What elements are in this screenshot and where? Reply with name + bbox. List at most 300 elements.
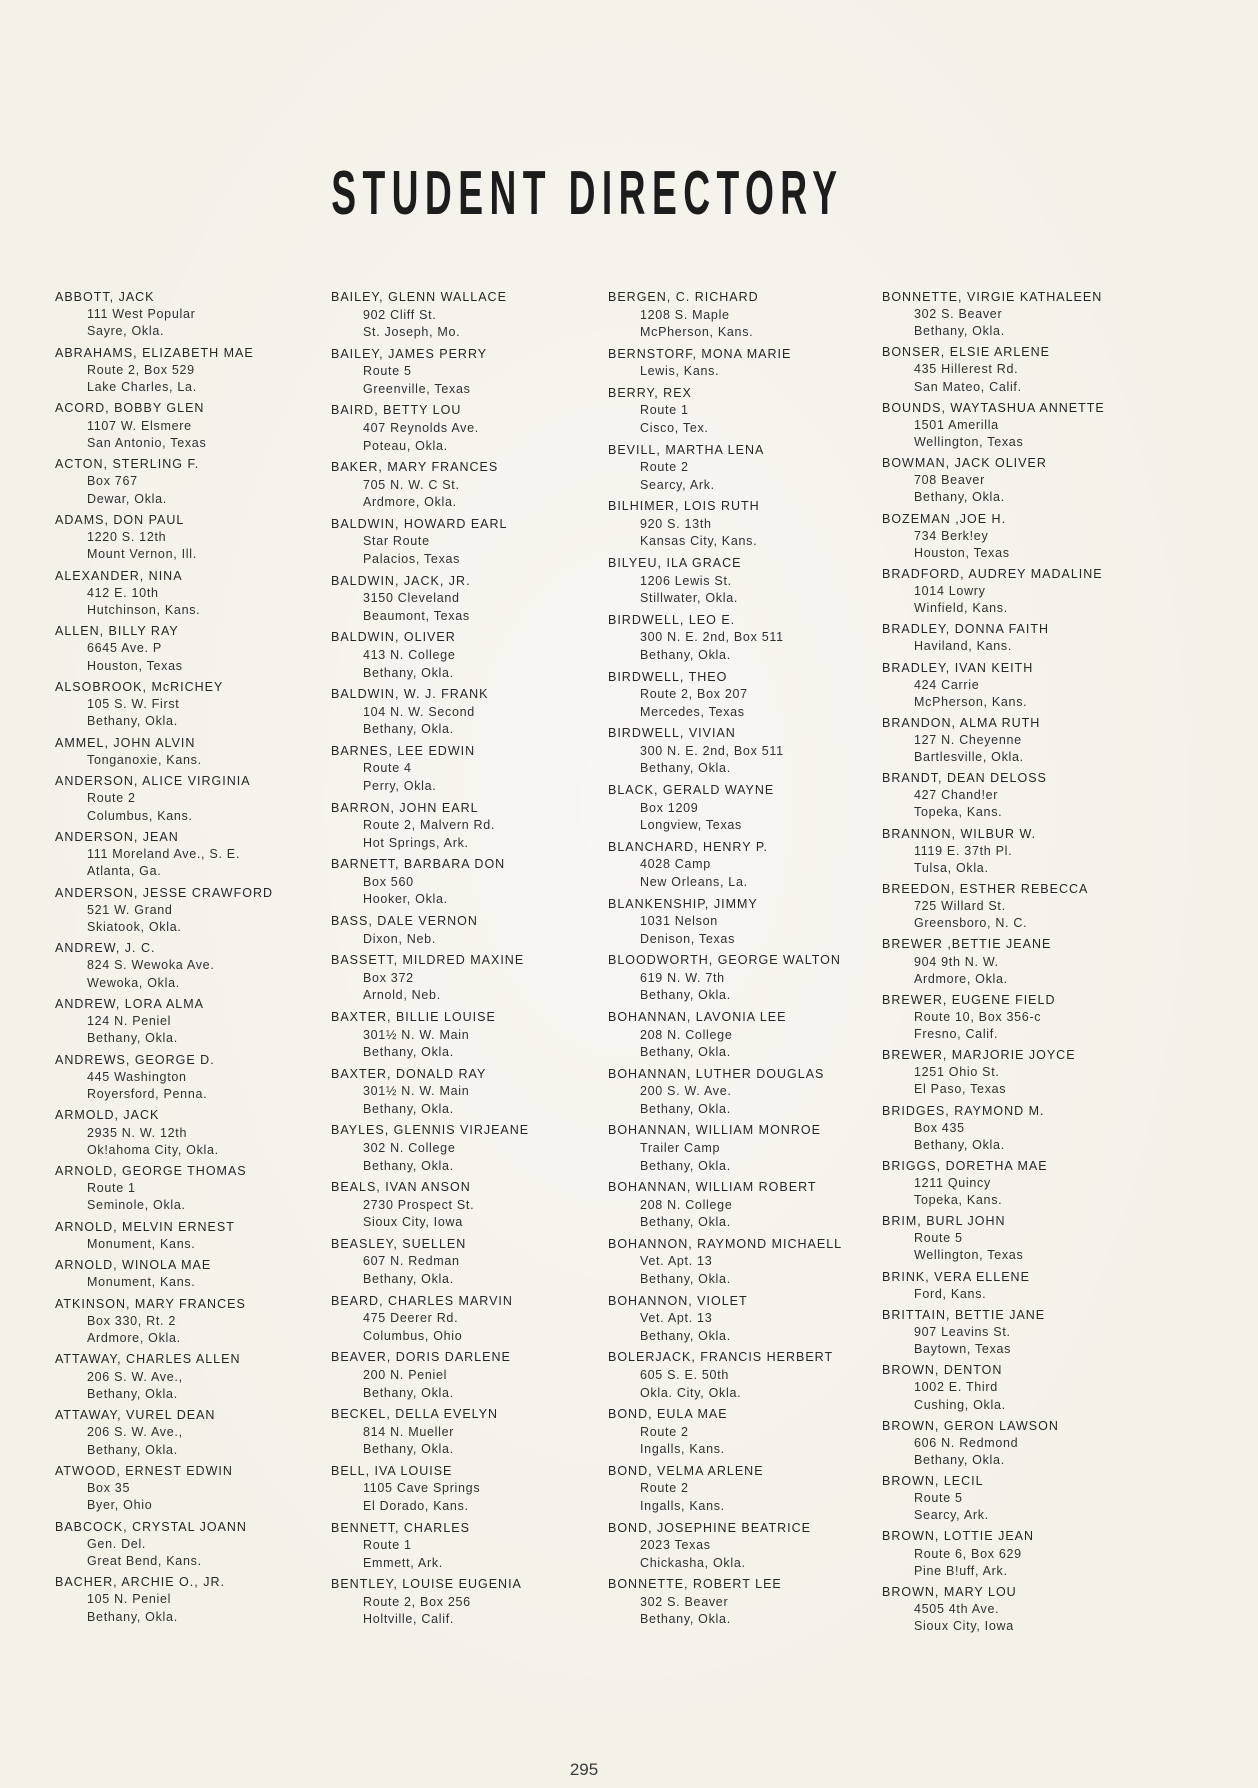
student-name: BELL, IVA LOUISE — [331, 1463, 453, 1478]
address-line: Wellington, Texas — [914, 1248, 1024, 1263]
address-line: 705 N. W. C St. — [363, 477, 460, 492]
directory-entry — [331, 952, 601, 1005]
student-name: BEALS, IVAN ANSON — [331, 1180, 471, 1195]
directory-entry — [55, 940, 325, 992]
student-name: ADAMS, DON PAUL — [55, 512, 185, 527]
address-line: 1501 Amerilla — [914, 417, 999, 432]
address-line: Trailer Camp — [640, 1141, 721, 1156]
student-name: BREWER ,BETTIE JEANE — [882, 937, 1052, 952]
student-name: BRIDGES, RAYMOND M. — [882, 1103, 1045, 1118]
address-line: Monument, Kans. — [87, 1236, 196, 1251]
directory-entry — [882, 621, 1152, 655]
directory-entry — [608, 896, 878, 949]
address-line: Columbus, Ohio — [363, 1328, 463, 1343]
student-name: BILYEU, ILA GRACE — [608, 556, 742, 571]
student-name: BACHER, ARCHIE O., JR. — [55, 1575, 225, 1590]
student-name: BECKEL, DELLA EVELYN — [331, 1407, 499, 1422]
address-line: 104 N. W. Second — [363, 704, 475, 719]
address-line: Mercedes, Texas — [640, 704, 745, 719]
address-line: Winfield, Kans. — [914, 601, 1008, 616]
student-name: BAILEY, GLENN WALLACE — [331, 290, 507, 304]
student-name: BIRDWELL, LEO E. — [608, 612, 736, 627]
address-line: 124 N. Peniel — [87, 1014, 172, 1029]
student-name: ALEXANDER, NINA — [55, 568, 183, 583]
directory-entry — [882, 826, 1152, 877]
directory-entry — [55, 1296, 325, 1348]
address-line: Topeka, Kans. — [914, 1193, 1003, 1208]
address-line: 4028 Camp — [640, 857, 711, 872]
student-name: BRITTAIN, BETTIE JANE — [882, 1307, 1046, 1322]
student-name: BRANNON, WILBUR W. — [882, 826, 1037, 841]
directory-entry — [331, 913, 601, 948]
student-name: ATKINSON, MARY FRANCES — [55, 1296, 246, 1311]
address-line: Bethany, Okla. — [363, 1385, 454, 1400]
directory-entry — [55, 773, 325, 825]
address-line: Dixon, Neb. — [363, 931, 437, 946]
directory-entry — [882, 511, 1152, 562]
address-line: 412 E. 10th — [87, 585, 159, 600]
student-name: ATTAWAY, VUREL DEAN — [55, 1408, 216, 1423]
directory-entry — [882, 1158, 1152, 1209]
address-line: Route 5 — [363, 364, 412, 379]
directory-entry — [608, 346, 878, 381]
directory-entry — [608, 1066, 878, 1119]
student-name: ANDERSON, JEAN — [55, 829, 179, 844]
address-line: 445 Washington — [87, 1069, 187, 1084]
address-line: Holtville, Calif. — [363, 1612, 455, 1627]
directory-entry — [608, 442, 878, 495]
student-name: ACORD, BOBBY GLEN — [55, 401, 205, 416]
student-name: ACTON, STERLING F. — [55, 457, 200, 472]
address-line: Bethany, Okla. — [640, 1328, 731, 1343]
directory-column-1 — [55, 289, 325, 1630]
address-line: McPherson, Kans. — [640, 325, 754, 340]
directory-entry — [55, 1463, 325, 1515]
address-line: 301½ N. W. Main — [363, 1027, 470, 1042]
student-name: BEARD, CHARLES MARVIN — [331, 1293, 513, 1308]
address-line: 708 Beaver — [914, 473, 985, 488]
directory-entry — [882, 289, 1152, 340]
directory-entry — [882, 344, 1152, 395]
address-line: Bethany, Okla. — [363, 1272, 454, 1287]
student-name: ATWOOD, ERNEST EDWIN — [55, 1463, 233, 1478]
address-line: Ingalls, Kans. — [640, 1498, 725, 1513]
address-line: Ingalls, Kans. — [640, 1442, 725, 1457]
directory-entry — [608, 1576, 878, 1629]
directory-entry — [331, 289, 601, 342]
address-line: Denison, Texas — [640, 931, 736, 946]
directory-entry — [608, 952, 878, 1005]
student-name: BERNSTORF, MONA MARIE — [608, 346, 792, 361]
address-line: Greenville, Texas — [363, 381, 471, 396]
address-line: Box 767 — [87, 474, 138, 489]
address-line: 920 S. 13th — [640, 516, 712, 531]
address-line: 1014 Lowry — [914, 583, 986, 598]
directory-entry — [608, 1236, 878, 1289]
directory-entry — [55, 456, 325, 508]
address-line: Sayre, Okla. — [87, 324, 165, 339]
directory-entry — [882, 1584, 1152, 1635]
directory-entry — [882, 1047, 1152, 1098]
address-line: Bethany, Okla. — [914, 1137, 1005, 1152]
address-line: Bethany, Okla. — [363, 722, 454, 737]
page-title — [0, 159, 1168, 228]
directory-entry — [331, 1520, 601, 1573]
address-line: Hot Springs, Ark. — [363, 835, 469, 850]
student-name: BLOODWORTH, GEORGE WALTON — [608, 953, 841, 968]
address-line: Bethany, Okla. — [363, 1045, 454, 1060]
address-line: Cisco, Tex. — [640, 421, 709, 436]
address-line: 111 Moreland Ave., S. E. — [87, 847, 240, 862]
address-line: Bethany, Okla. — [640, 1215, 731, 1230]
directory-entry — [55, 512, 325, 564]
student-name: BERRY, REX — [608, 385, 692, 400]
address-line: Mount Vernon, Ill. — [87, 547, 197, 562]
address-line: Ardmore, Okla. — [87, 1331, 181, 1346]
directory-entry — [882, 1473, 1152, 1524]
directory-entry — [331, 800, 601, 853]
address-line: 127 N. Cheyenne — [914, 733, 1022, 747]
directory-entry — [331, 346, 601, 399]
address-line: Palacios, Texas — [363, 552, 461, 567]
address-line: Sioux City, Iowa — [363, 1215, 463, 1230]
directory-entry — [882, 881, 1152, 932]
address-line: Topeka, Kans. — [914, 805, 1003, 820]
student-name: BERGEN, C. RICHARD — [608, 290, 759, 304]
address-line: Bethany, Okla. — [640, 1272, 731, 1287]
student-name: ATTAWAY, CHARLES ALLEN — [55, 1352, 241, 1367]
student-name: BRADLEY, IVAN KEITH — [882, 660, 1034, 675]
directory-entry — [55, 1107, 325, 1159]
directory-entry — [331, 743, 601, 796]
directory-entry — [882, 1213, 1152, 1264]
address-line: Star Route — [363, 534, 430, 549]
directory-entry — [55, 679, 325, 731]
student-name: BENTLEY, LOUISE EUGENIA — [331, 1577, 522, 1592]
directory-entry — [331, 1179, 601, 1232]
address-line: Wewoka, Okla. — [87, 975, 180, 990]
student-name: BOND, VELMA ARLENE — [608, 1463, 764, 1478]
directory-entry — [882, 1307, 1152, 1358]
directory-entry — [55, 1574, 325, 1626]
address-line: Bethany, Okla. — [87, 1031, 178, 1046]
address-line: Box 1209 — [640, 800, 699, 815]
student-name: BREWER, EUGENE FIELD — [882, 992, 1056, 1007]
directory-entry — [882, 1269, 1152, 1303]
address-line: 111 West Popular — [87, 307, 196, 322]
address-line: Route 5 — [914, 1231, 963, 1246]
directory-entry — [882, 1528, 1152, 1579]
student-name: BALDWIN, OLIVER — [331, 630, 456, 645]
student-name: BABCOCK, CRYSTAL JOANN — [55, 1519, 247, 1534]
address-line: Beaumont, Texas — [363, 608, 470, 623]
directory-entry — [882, 455, 1152, 506]
directory-entry — [608, 498, 878, 551]
address-line: Emmett, Ark. — [363, 1555, 443, 1570]
address-line: Cushing, Okla. — [914, 1397, 1006, 1412]
address-line: 902 Cliff St. — [363, 307, 437, 322]
address-line: 301½ N. W. Main — [363, 1084, 470, 1099]
student-name: BOHANNON, VIOLET — [608, 1293, 748, 1308]
address-line: Perry, Okla. — [363, 778, 437, 793]
address-line: 606 N. Redmond — [914, 1435, 1019, 1450]
student-name: ABBOTT, JACK — [55, 290, 155, 304]
directory-entry — [882, 1362, 1152, 1413]
address-line: 907 Leavins St. — [914, 1325, 1011, 1340]
address-line: Houston, Texas — [914, 545, 1010, 560]
directory-entry — [331, 402, 601, 455]
address-line: San Antonio, Texas — [87, 435, 207, 450]
directory-entry — [331, 1576, 601, 1629]
directory-entry — [331, 1349, 601, 1402]
student-name: BARNETT, BARBARA DON — [331, 857, 506, 872]
address-line: Route 2, Box 207 — [640, 687, 748, 702]
address-line: Bethany, Okla. — [640, 988, 731, 1003]
student-name: BIRDWELL, THEO — [608, 669, 728, 684]
address-line: 413 N. College — [363, 647, 456, 662]
address-line: 1206 Lewis St. — [640, 573, 732, 588]
directory-entry — [608, 1520, 878, 1573]
directory-entry — [608, 1406, 878, 1459]
address-line: Route 2, Box 529 — [87, 362, 195, 377]
address-line: Route 4 — [363, 761, 412, 776]
student-name: BAYLES, GLENNIS VIRJEANE — [331, 1123, 530, 1138]
address-line: Bethany, Okla. — [363, 665, 454, 680]
directory-entry — [608, 289, 878, 342]
address-line: Bethany, Okla. — [87, 714, 178, 729]
page-title-text: STUDENT DIRECTORY — [331, 159, 844, 228]
directory-entry — [331, 1122, 601, 1175]
address-line: Bethany, Okla. — [914, 490, 1005, 505]
address-line: Box 560 — [363, 874, 414, 889]
student-name: BLACK, GERALD WAYNE — [608, 783, 775, 798]
address-line: Greensboro, N. C. — [914, 916, 1028, 931]
student-name: BEVILL, MARTHA LENA — [608, 442, 765, 457]
address-line: 1211 Quincy — [914, 1176, 991, 1190]
student-name: BOWMAN, JACK OLIVER — [882, 456, 1047, 471]
directory-entry — [882, 715, 1152, 766]
address-line: Houston, Texas — [87, 658, 183, 673]
address-line: Route 1 — [87, 1181, 136, 1196]
student-name: BOND, JOSEPHINE BEATRICE — [608, 1520, 811, 1535]
student-name: BLANKENSHIP, JIMMY — [608, 896, 758, 911]
directory-entry — [608, 555, 878, 608]
address-line: Searcy, Ark. — [914, 1508, 989, 1523]
student-name: BOND, EULA MAE — [608, 1407, 728, 1422]
directory-entry — [55, 1219, 325, 1253]
address-line: Lewis, Kans. — [640, 364, 720, 379]
student-name: ABRAHAMS, ELIZABETH MAE — [55, 345, 254, 360]
student-name: ARMOLD, JACK — [55, 1108, 160, 1123]
address-line: 1220 S. 12th — [87, 530, 167, 545]
student-name: BRIM, BURL JOHN — [882, 1214, 1006, 1229]
address-line: Ardmore, Okla. — [914, 971, 1008, 986]
address-line: 208 N. College — [640, 1027, 733, 1042]
directory-entry — [608, 1293, 878, 1346]
directory-entry — [882, 400, 1152, 451]
student-name: ANDREW, J. C. — [55, 941, 156, 956]
student-name: BENNETT, CHARLES — [331, 1520, 470, 1535]
student-name: ANDERSON, JESSE CRAWFORD — [55, 885, 274, 900]
address-line: 1119 E. 37th Pl. — [914, 843, 1013, 858]
directory-column-2 — [331, 289, 601, 1633]
address-line: Bethany, Okla. — [640, 1045, 731, 1060]
directory-entry — [882, 770, 1152, 821]
student-name: BRINK, VERA ELLENE — [882, 1269, 1030, 1284]
address-line: 200 S. W. Ave. — [640, 1084, 732, 1099]
student-name: BEASLEY, SUELLEN — [331, 1236, 467, 1251]
directory-entry — [331, 1066, 601, 1119]
student-name: ANDERSON, ALICE VIRGINIA — [55, 774, 251, 789]
student-name: BAILEY, JAMES PERRY — [331, 346, 488, 361]
address-line: Searcy, Ark. — [640, 477, 715, 492]
address-line: 6645 Ave. P — [87, 641, 162, 656]
student-name: BOHANNON, RAYMOND MICHAELL — [608, 1236, 843, 1251]
address-line: Okla. City, Okla. — [640, 1385, 742, 1400]
address-line: Bethany, Okla. — [363, 1442, 454, 1457]
address-line: Box 435 — [914, 1120, 965, 1135]
student-name: BARRON, JOHN EARL — [331, 800, 479, 815]
student-name: BAXTER, DONALD RAY — [331, 1066, 487, 1081]
directory-entry — [608, 839, 878, 892]
student-name: BRIGGS, DORETHA MAE — [882, 1158, 1048, 1173]
directory-entry — [331, 629, 601, 682]
address-line: 300 N. E. 2nd, Box 511 — [640, 630, 784, 645]
directory-entry — [331, 573, 601, 626]
address-line: Route 2 — [87, 791, 136, 806]
address-line: New Orleans, La. — [640, 874, 748, 889]
address-line: 200 N. Peniel — [363, 1367, 448, 1382]
address-line: 521 W. Grand — [87, 902, 173, 917]
address-line: 904 9th N. W. — [914, 954, 999, 969]
directory-entry — [55, 829, 325, 881]
address-line: Wellington, Texas — [914, 434, 1024, 449]
address-line: Dewar, Okla. — [87, 491, 167, 506]
student-name: AMMEL, JOHN ALVIN — [55, 735, 196, 750]
address-line: Seminole, Okla. — [87, 1198, 186, 1213]
address-line: Vet. Apt. 13 — [640, 1311, 713, 1326]
student-name: BALDWIN, W. J. FRANK — [331, 687, 489, 702]
address-line: 1107 W. Elsmere — [87, 418, 192, 433]
student-name: BREEDON, ESTHER REBECCA — [882, 882, 1089, 897]
address-line: Route 2, Malvern Rd. — [363, 818, 496, 833]
address-line: 302 S. Beaver — [914, 307, 1003, 322]
address-line: Route 2 — [640, 1481, 689, 1496]
student-name: BILHIMER, LOIS RUTH — [608, 499, 760, 514]
address-line: 105 S. W. First — [87, 697, 180, 712]
student-name: BARNES, LEE EDWIN — [331, 743, 476, 758]
student-name: BOHANNAN, LUTHER DOUGLAS — [608, 1066, 825, 1081]
address-line: Route 2 — [640, 460, 689, 475]
directory-entry — [331, 856, 601, 909]
directory-entry — [882, 1418, 1152, 1469]
directory-entry — [55, 1052, 325, 1104]
student-name: BROWN, LOTTIE JEAN — [882, 1529, 1035, 1544]
directory-entry — [608, 385, 878, 438]
student-name: ANDREWS, GEORGE D. — [55, 1052, 215, 1067]
address-line: Bethany, Okla. — [87, 1609, 178, 1624]
address-line: Ok!ahoma City, Okla. — [87, 1142, 219, 1157]
address-line: 208 N. College — [640, 1197, 733, 1212]
address-line: 300 N. E. 2nd, Box 511 — [640, 743, 784, 758]
directory-entry — [55, 1407, 325, 1459]
directory-entry — [331, 459, 601, 512]
directory-entry — [608, 1009, 878, 1062]
address-line: 206 S. W. Ave., — [87, 1369, 183, 1384]
student-name: BRANDON, ALMA RUTH — [882, 715, 1041, 730]
student-name: ARNOLD, WINOLA MAE — [55, 1258, 212, 1273]
directory-entry — [608, 612, 878, 665]
address-line: Bethany, Okla. — [640, 647, 731, 662]
student-name: ANDREW, LORA ALMA — [55, 996, 204, 1011]
directory-entry — [882, 936, 1152, 987]
address-line: Tonganoxie, Kans. — [87, 752, 202, 767]
directory-entry — [608, 1349, 878, 1402]
address-line: 206 S. W. Ave., — [87, 1425, 183, 1440]
student-name: BONNETTE, ROBERT LEE — [608, 1577, 782, 1592]
student-name: BREWER, MARJORIE JOYCE — [882, 1048, 1076, 1063]
address-line: Chickasha, Okla. — [640, 1555, 746, 1570]
address-line: Bethany, Okla. — [363, 1101, 454, 1116]
directory-entry — [55, 735, 325, 769]
address-line: Skiatook, Okla. — [87, 919, 182, 934]
address-line: 427 Chand!er — [914, 788, 999, 803]
address-line: Route 2, Box 256 — [363, 1594, 471, 1609]
address-line: 475 Deerer Rd. — [363, 1311, 459, 1326]
address-line: Ardmore, Okla. — [363, 495, 457, 510]
address-line: Atlanta, Ga. — [87, 864, 162, 879]
directory-entry — [882, 992, 1152, 1043]
address-line: 607 N. Redman — [363, 1254, 460, 1269]
address-line: Byer, Ohio — [87, 1498, 153, 1513]
address-line: Bethany, Okla. — [640, 1612, 731, 1627]
student-name: BOUNDS, WAYTASHUA ANNETTE — [882, 400, 1105, 415]
student-name: BALDWIN, JACK, JR. — [331, 573, 471, 588]
directory-entry — [608, 725, 878, 778]
address-line: 1251 Ohio St. — [914, 1065, 1000, 1080]
address-line: Bethany, Okla. — [87, 1442, 178, 1457]
address-line: 302 S. Beaver — [640, 1594, 729, 1609]
student-name: BROWN, GERON LAWSON — [882, 1418, 1059, 1433]
address-line: Ford, Kans. — [914, 1286, 987, 1301]
directory-entry — [331, 1406, 601, 1459]
student-name: BIRDWELL, VIVIAN — [608, 726, 736, 741]
directory-entry — [331, 1236, 601, 1289]
directory-entry — [882, 660, 1152, 711]
directory-entry — [608, 669, 878, 722]
address-line: Route 6, Box 629 — [914, 1546, 1022, 1561]
address-line: 2935 N. W. 12th — [87, 1125, 188, 1140]
student-name: BAIRD, BETTY LOU — [331, 403, 462, 418]
address-line: Bethany, Okla. — [640, 761, 731, 776]
student-name: BROWN, LECIL — [882, 1474, 984, 1489]
address-line: Baytown, Texas — [914, 1342, 1012, 1357]
address-line: Bethany, Okla. — [363, 1158, 454, 1173]
directory-entry — [331, 1009, 601, 1062]
directory-entry — [55, 289, 325, 341]
page-number: 295 — [569, 1760, 599, 1779]
address-line: Kansas City, Kans. — [640, 534, 758, 549]
address-line: 725 Willard St. — [914, 899, 1006, 914]
directory-entry — [55, 1163, 325, 1215]
address-line: Columbus, Kans. — [87, 808, 193, 823]
directory-entry — [55, 1519, 325, 1571]
address-line: Bethany, Okla. — [640, 1158, 731, 1173]
address-line: 302 N. College — [363, 1141, 456, 1156]
address-line: El Paso, Texas — [914, 1082, 1007, 1097]
directory-entry — [331, 1293, 601, 1346]
address-line: Great Bend, Kans. — [87, 1553, 202, 1568]
